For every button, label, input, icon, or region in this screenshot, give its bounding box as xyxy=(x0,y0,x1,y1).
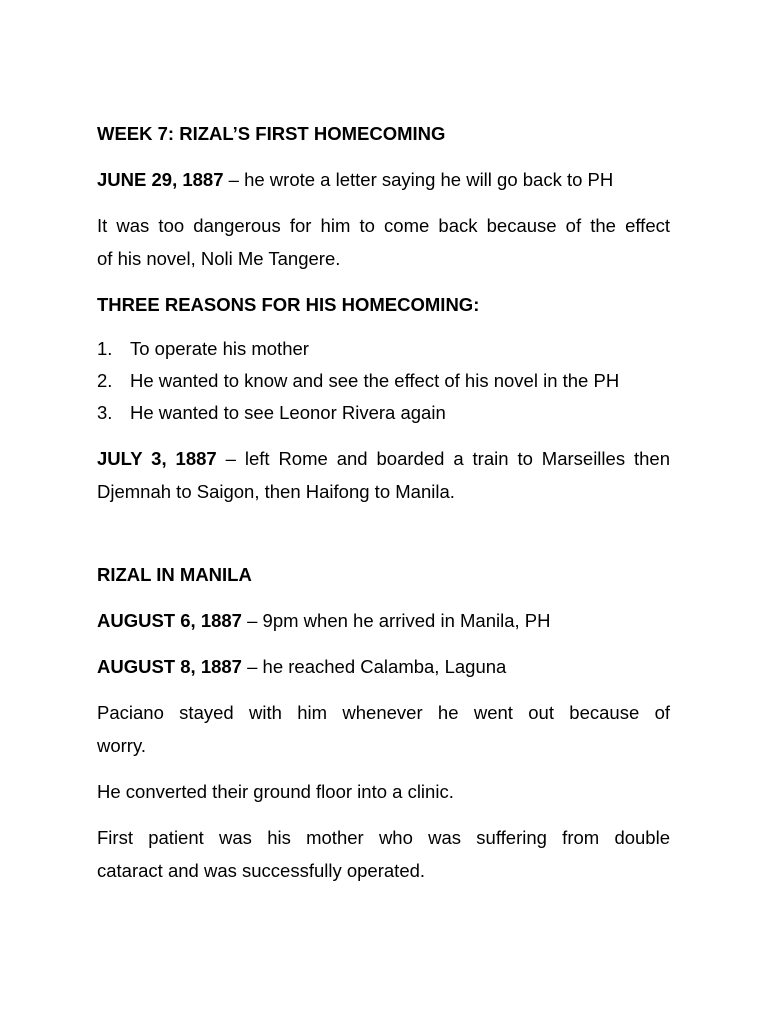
paragraph-first-patient xyxy=(97,821,670,887)
entry-text: – 9pm when he arrived in Manila, PH xyxy=(241,610,551,631)
paragraph-clinic: He converted their ground floor into a clinic. xyxy=(97,781,454,802)
list-text: He wanted to know and see the effect of his novel in the PH xyxy=(130,370,620,391)
list-item xyxy=(97,333,670,365)
reasons-heading: THREE REASONS FOR HIS HOMECOMING: xyxy=(97,294,480,315)
entry-date: AUGUST 6, 1887 xyxy=(97,610,242,631)
paragraph-line: worry. xyxy=(97,735,146,756)
page-title: WEEK 7: RIZAL’S FIRST HOMECOMING xyxy=(97,123,446,144)
entry-august-6 xyxy=(97,604,670,637)
paragraph-line: Djemnah to Saigon, then Haifong to Manila. xyxy=(97,481,455,502)
list-item xyxy=(97,397,670,429)
paragraph-line: Paciano stayed with him whenever he went out because of xyxy=(97,702,670,723)
list-text: He wanted to see Leonor Rivera again xyxy=(130,402,446,423)
section-spacer xyxy=(97,508,670,558)
entry-date: JULY 3, 1887 xyxy=(97,448,217,469)
reasons-list xyxy=(97,333,670,429)
entry-text: – he wrote a letter saying he will go back to PH xyxy=(223,169,614,190)
list-number: 1. xyxy=(97,338,113,359)
list-text: To operate his mother xyxy=(130,338,309,359)
paragraph-line: First patient was his mother who was suffering from double xyxy=(97,827,670,848)
paragraph-line: cataract and was successfully operated. xyxy=(97,860,426,881)
paragraph-paciano xyxy=(97,696,670,762)
entry-june-29 xyxy=(97,163,670,196)
entry-text: – left Rome and boarded a train to Marseilles then xyxy=(216,448,670,469)
entry-date: JUNE 29, 1887 xyxy=(97,169,224,190)
entry-august-8 xyxy=(97,650,670,683)
list-number: 2. xyxy=(97,370,113,391)
paragraph-line: It was too dangerous for him to come back because of the effect xyxy=(97,215,670,236)
section-heading: RIZAL IN MANILA xyxy=(97,564,252,585)
paragraph-danger xyxy=(97,209,670,275)
entry-date: AUGUST 8, 1887 xyxy=(97,656,242,677)
entry-text: – he reached Calamba, Laguna xyxy=(241,656,507,677)
document-page xyxy=(97,117,670,887)
list-number: 3. xyxy=(97,402,113,423)
entry-july-3 xyxy=(97,442,670,508)
list-item xyxy=(97,365,670,397)
paragraph-line xyxy=(97,442,670,475)
paragraph-line: of his novel, Noli Me Tangere. xyxy=(97,248,341,269)
